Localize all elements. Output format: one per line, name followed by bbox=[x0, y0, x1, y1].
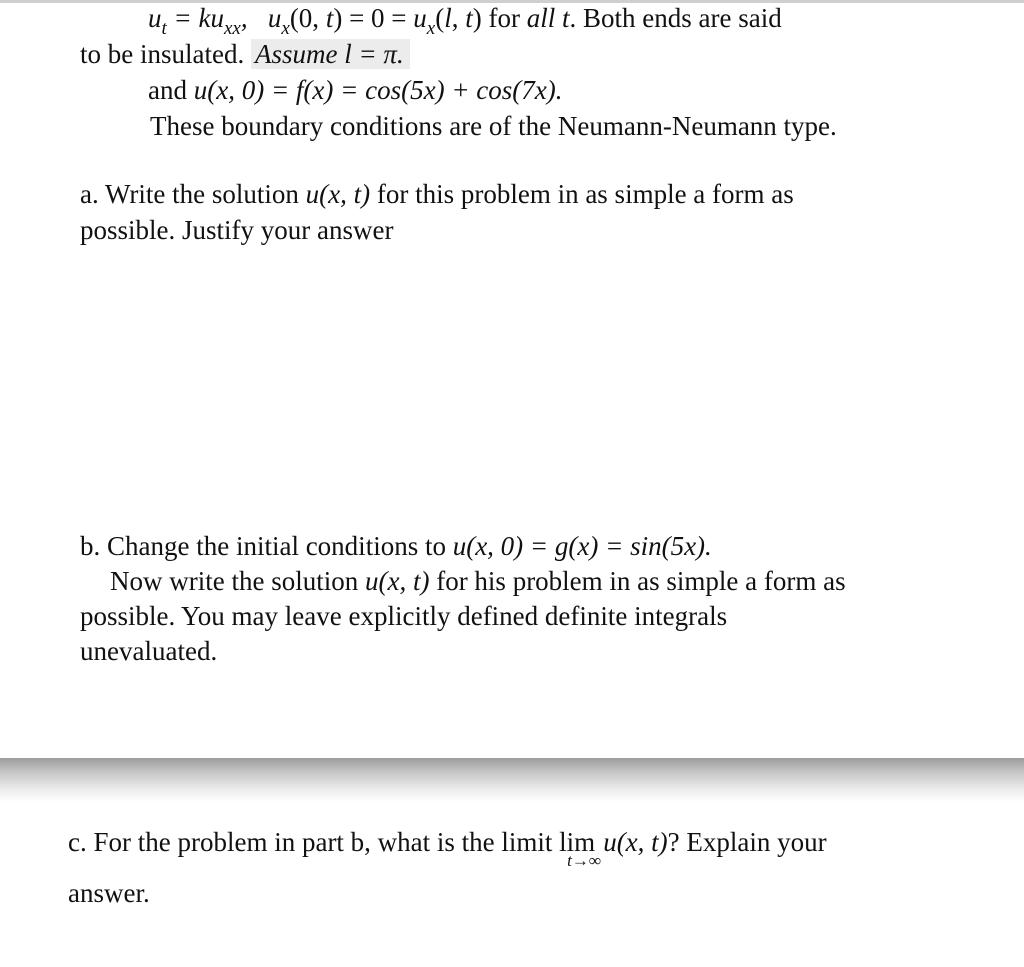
part-a-line2: possible. Justify your answer bbox=[80, 215, 394, 245]
pde-equation: $u_t = ku_{xx}$, bbox=[148, 3, 248, 39]
part-b-line3: possible. You may leave explicitly defined definite integrals bbox=[80, 601, 728, 631]
part-b-line1: b. Change the initial conditions to u(x, 0) = g(x) = sin(5x). bbox=[80, 531, 712, 561]
insulated-line bbox=[80, 38, 410, 70]
part-c-line1: c. For the problem in part b, what is the limit lim t→∞ u(x, t)? Explain your bbox=[68, 827, 827, 870]
initial-condition-line bbox=[148, 74, 563, 106]
line1-rest: . Both ends are said bbox=[569, 3, 782, 33]
pde-line: $u_t = ku_{xx}$, $u_x(0$, $t) = 0 = u_x(l$, t) for all t. Both ends are said bbox=[148, 3, 782, 39]
limit-subscript: t→∞ bbox=[567, 851, 602, 870]
part-b-line2: Now write the solution u(x, t) for his problem in as simple a form as bbox=[110, 566, 846, 596]
neumann-line: These boundary conditions are of the Neumann-Neumann type. bbox=[150, 111, 837, 141]
insulated-text: to be insulated. bbox=[80, 39, 245, 69]
and-word: and bbox=[148, 75, 187, 105]
all-t: all t bbox=[526, 3, 570, 33]
page-break-shadow bbox=[0, 758, 1024, 802]
assume-highlight: Assume l = π. bbox=[251, 39, 410, 69]
part-a-line1: a. Write the solution u(x, t) for this problem in as simple a form as bbox=[80, 179, 794, 209]
for-word: for bbox=[488, 3, 520, 33]
document-page-upper bbox=[0, 3, 1024, 758]
document-page-lower bbox=[0, 802, 1024, 967]
limit-operator: lim t→∞ bbox=[559, 827, 602, 870]
initial-condition: u(x, 0) = f(x) = cos(5x) + cos(7x). bbox=[193, 75, 563, 105]
part-c-line2: answer. bbox=[68, 878, 150, 908]
part-b-line4: unevaluated. bbox=[80, 636, 218, 666]
boundary-condition: $u_x$ bbox=[267, 3, 290, 39]
